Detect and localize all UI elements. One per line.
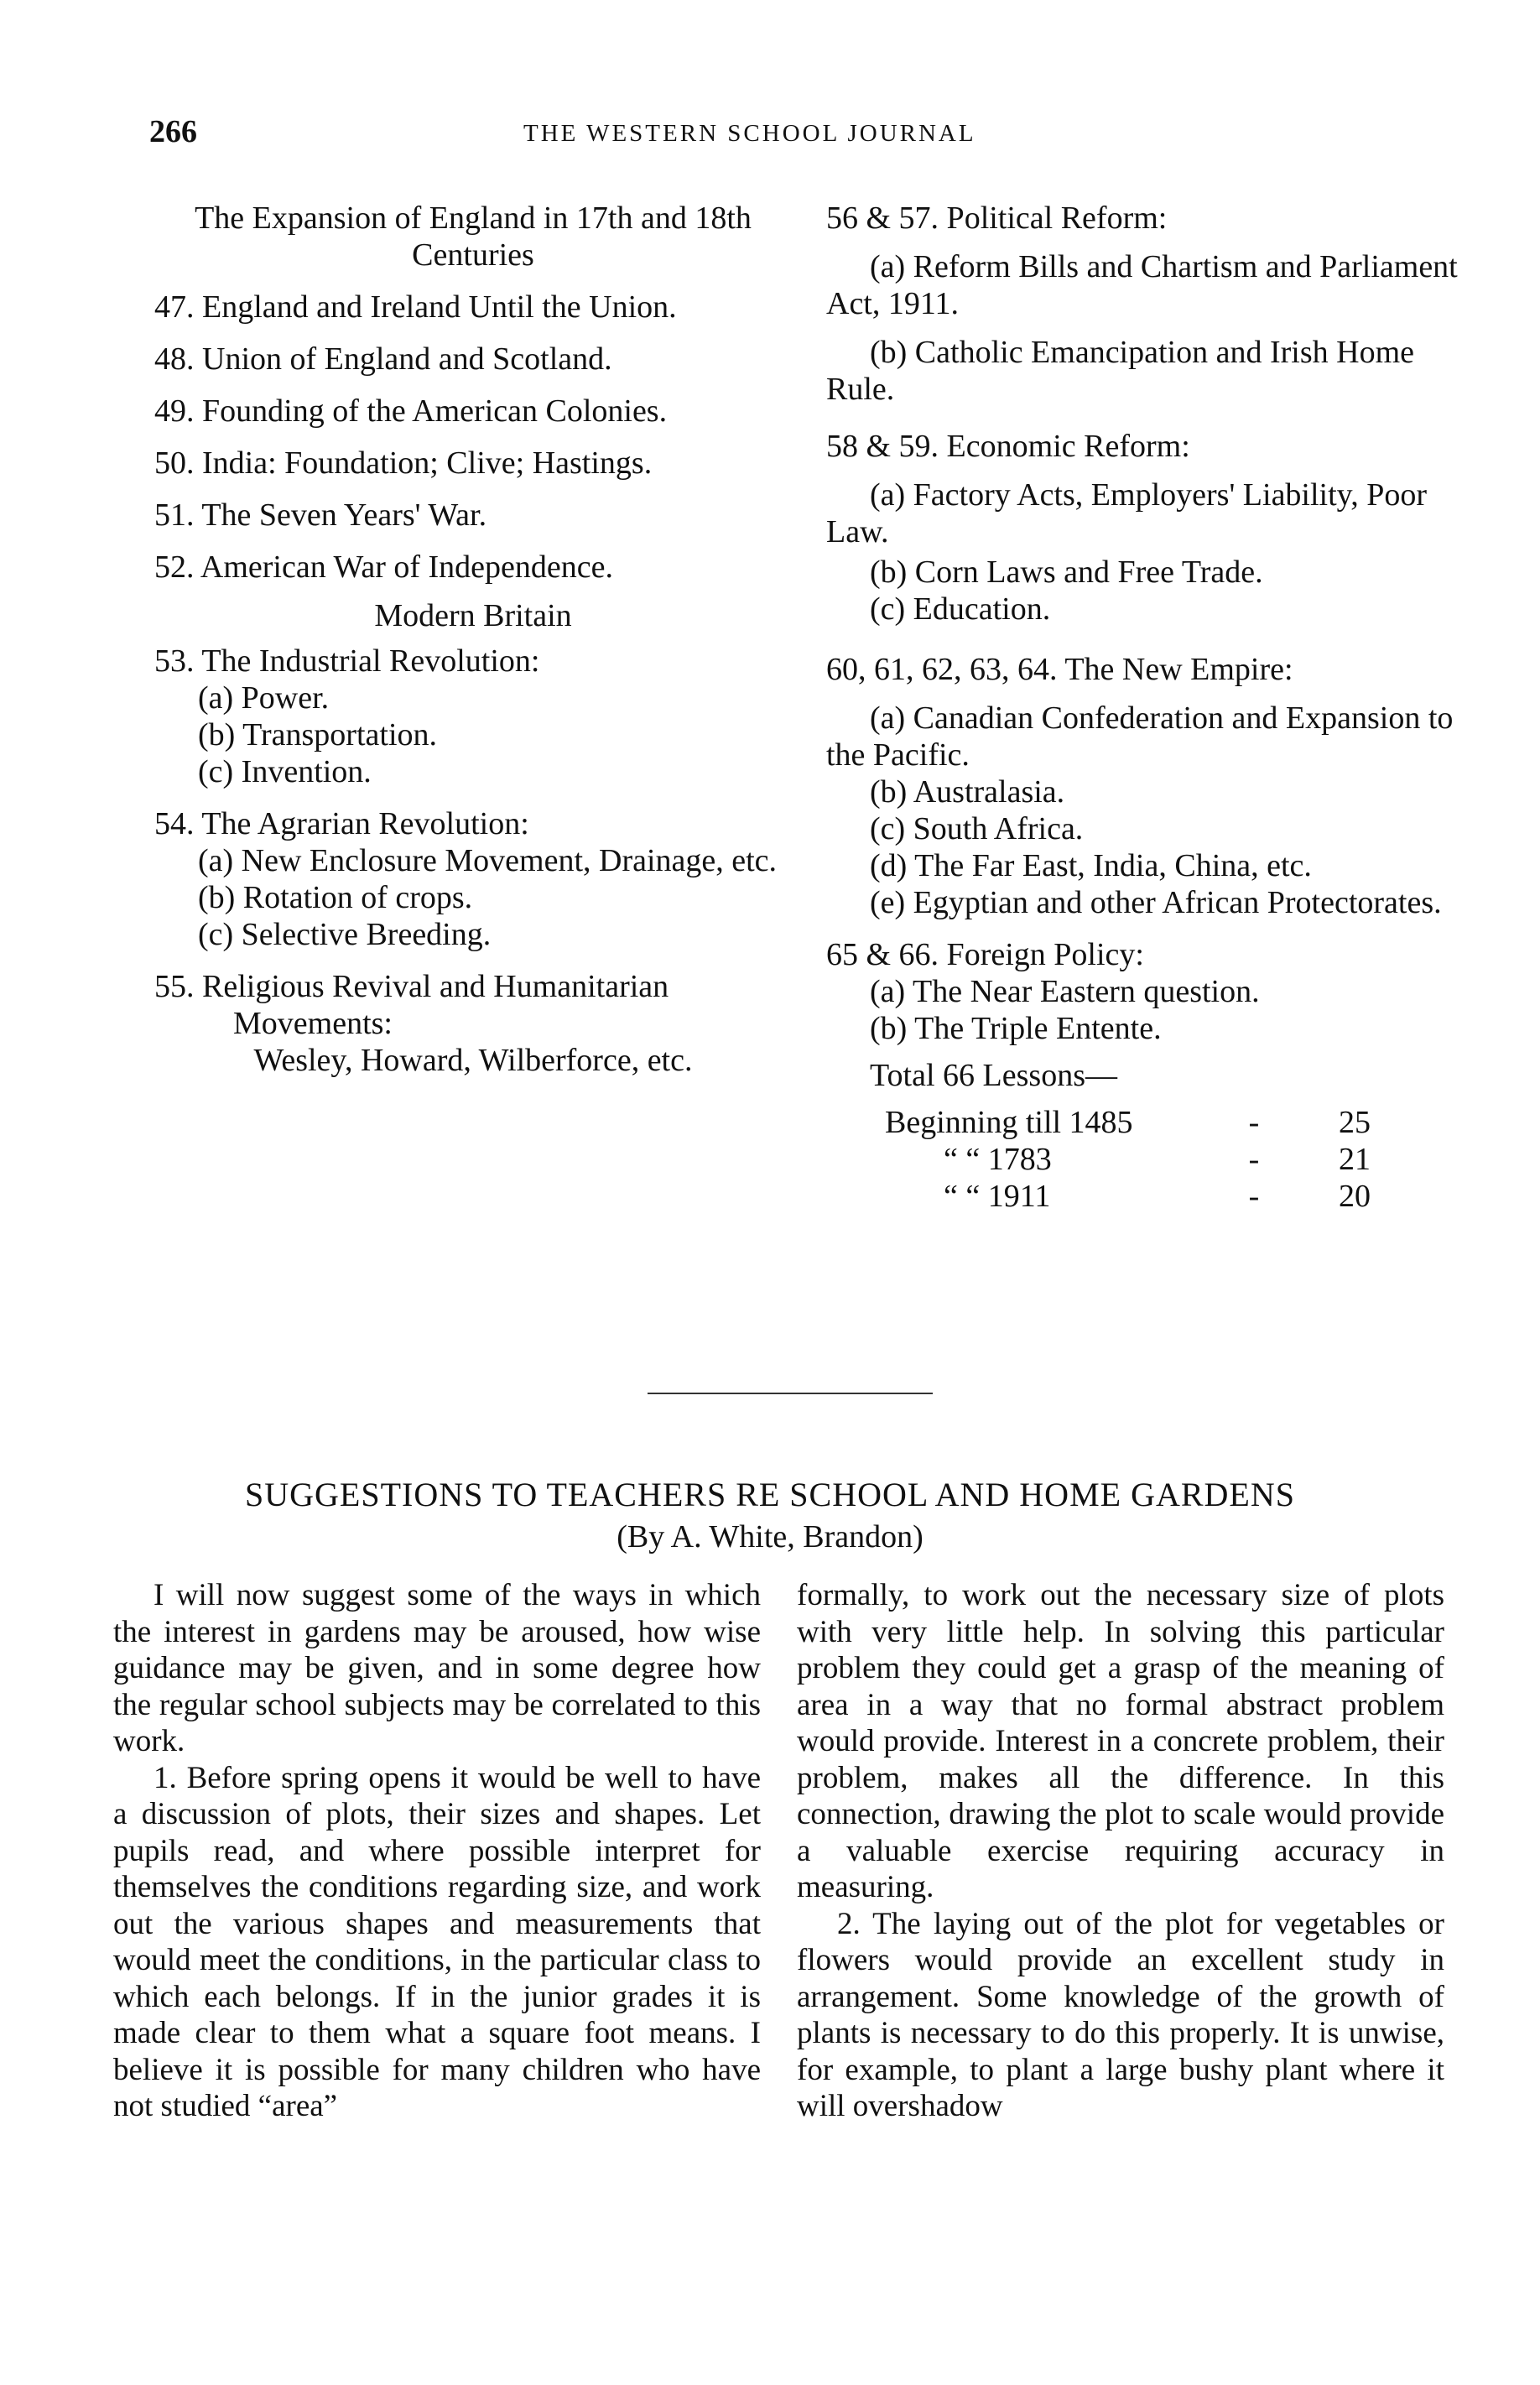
lesson-subitem: Wesley, Howard, Wilberforce, etc. xyxy=(253,1043,693,1078)
article-paragraph: 1. Before spring opens it would be well to have a discussion of plots, their sizes and shapes. Let pupils read, and where possible interpret for themselves the conditions regarding size, and work out the various shapes and measurements that would meet the conditions, in the particular class to which each belongs. If in the junior grades it is made clear to them what a square foot means. I believe it is possible for many children who have not studied “area” xyxy=(113,1760,761,2123)
totals-count: 21 xyxy=(1339,1142,1371,1177)
lesson-subitem: (b) Transportation. xyxy=(198,717,437,752)
totals-period: “ “ 1783 xyxy=(944,1142,1052,1177)
lesson-item: 65 & 66. Foreign Policy: xyxy=(826,937,1144,972)
lesson-subitem: (a) New Enclosure Movement, Drainage, etc. xyxy=(198,843,778,878)
article-right-column xyxy=(797,1577,1444,2125)
lesson-subitem: (e) Egyptian and other African Protectorates. xyxy=(870,885,1442,920)
lesson-item: 54. The Agrarian Revolution: xyxy=(154,806,529,841)
lesson-subitem: (b) Catholic Emancipation and Irish Home Rule. xyxy=(826,335,1414,407)
lesson-subitem: (a) Factory Acts, Employers' Liability, Poor Law. xyxy=(826,477,1427,549)
lesson-subitem: (a) Reform Bills and Chartism and Parliament Act, 1911. xyxy=(826,249,1458,321)
lesson-subitem: (c) South Africa. xyxy=(870,811,1084,846)
lesson-item: 50. India: Foundation; Clive; Hastings. xyxy=(154,445,653,481)
lesson-subitem: (c) Invention. xyxy=(198,754,372,789)
page-header xyxy=(149,113,1391,164)
article-paragraph: I will now suggest some of the ways in which the interest in gardens may be aroused, how wise guidance may be given, and in some degree how the regular school subjects may be correlated to this work. xyxy=(113,1578,761,1758)
lesson-subitem: (a) Canadian Confederation and Expansion to the Pacific. xyxy=(826,700,1454,773)
article-paragraph: formally, to work out the necessary size of plots with very little help. In solving this particular problem they could get a grasp of the meaning of area in a way that no formal abstract problem would provide. Interest in a concrete problem, their problem, makes all the difference. In this connection, drawing the plot to scale would provide a valuable exercise requiring accuracy in measuring. xyxy=(797,1578,1444,1904)
totals-dash: - xyxy=(1248,1142,1260,1177)
lesson-subitem: (b) Australasia. xyxy=(870,774,1065,810)
totals-row xyxy=(885,1104,1405,1141)
totals-period: Beginning till 1485 xyxy=(885,1105,1133,1140)
section-title-expansion: The Expansion of England in 17th and 18th Centuries xyxy=(195,200,752,273)
article-left-column xyxy=(113,1577,761,2125)
totals-dash: - xyxy=(1248,1105,1260,1140)
lesson-subitem: (b) The Triple Entente. xyxy=(870,1011,1162,1046)
lesson-subitem: (d) The Far East, India, China, etc. xyxy=(870,848,1312,883)
lesson-item: 52. American War of Independence. xyxy=(154,549,614,585)
lesson-subitem: (c) Selective Breeding. xyxy=(198,917,492,952)
syllabus-left-column xyxy=(154,200,792,1079)
article-paragraph: 2. The laying out of the plot for vegetables or flowers would provide an excellent study in arrangement. Some knowledge of the growth of plants is necessary to do this properly. It is unwise, for example, to plant a large bushy plant where it will overshadow xyxy=(797,1906,1444,2123)
article-byline: (By A. White, Brandon) xyxy=(617,1519,923,1554)
totals-count: 20 xyxy=(1339,1179,1371,1214)
lesson-subitem: (b) Corn Laws and Free Trade. xyxy=(870,555,1263,590)
section-title-modern-britain: Modern Britain xyxy=(374,598,572,633)
lesson-item: 55. Religious Revival and Humanitarian Movements: xyxy=(154,969,669,1041)
lesson-item: 60, 61, 62, 63, 64. The New Empire: xyxy=(826,652,1293,687)
totals-dash: - xyxy=(1248,1179,1260,1214)
lesson-totals-table xyxy=(885,1104,1405,1215)
lesson-item: 51. The Seven Years' War. xyxy=(154,497,487,533)
lesson-item: 58 & 59. Economic Reform: xyxy=(826,429,1190,464)
lesson-item: 53. The Industrial Revolution: xyxy=(154,643,540,679)
totals-period: “ “ 1911 xyxy=(944,1179,1051,1214)
lesson-subitem: (c) Education. xyxy=(870,591,1051,627)
lesson-subitem: (a) Power. xyxy=(198,680,330,716)
lesson-item: 47. England and Ireland Until the Union. xyxy=(154,289,677,325)
totals-count: 25 xyxy=(1339,1105,1371,1140)
totals-row xyxy=(885,1141,1405,1178)
lesson-item: 48. Union of England and Scotland. xyxy=(154,341,612,377)
totals-row xyxy=(885,1178,1405,1215)
journal-title: THE WESTERN SCHOOL JOURNAL xyxy=(523,120,976,147)
total-lessons-label: Total 66 Lessons— xyxy=(870,1058,1117,1093)
lesson-subitem: (b) Rotation of crops. xyxy=(198,880,473,915)
section-divider xyxy=(648,1393,933,1394)
lesson-item: 56 & 57. Political Reform: xyxy=(826,200,1168,236)
lesson-subitem: (a) The Near Eastern question. xyxy=(870,974,1260,1009)
page-number: 266 xyxy=(149,114,197,149)
syllabus-right-column xyxy=(826,200,1472,1215)
article-title: SUGGESTIONS TO TEACHERS RE SCHOOL AND HOME GARDENS xyxy=(245,1476,1295,1513)
lesson-item: 49. Founding of the American Colonies. xyxy=(154,393,668,429)
